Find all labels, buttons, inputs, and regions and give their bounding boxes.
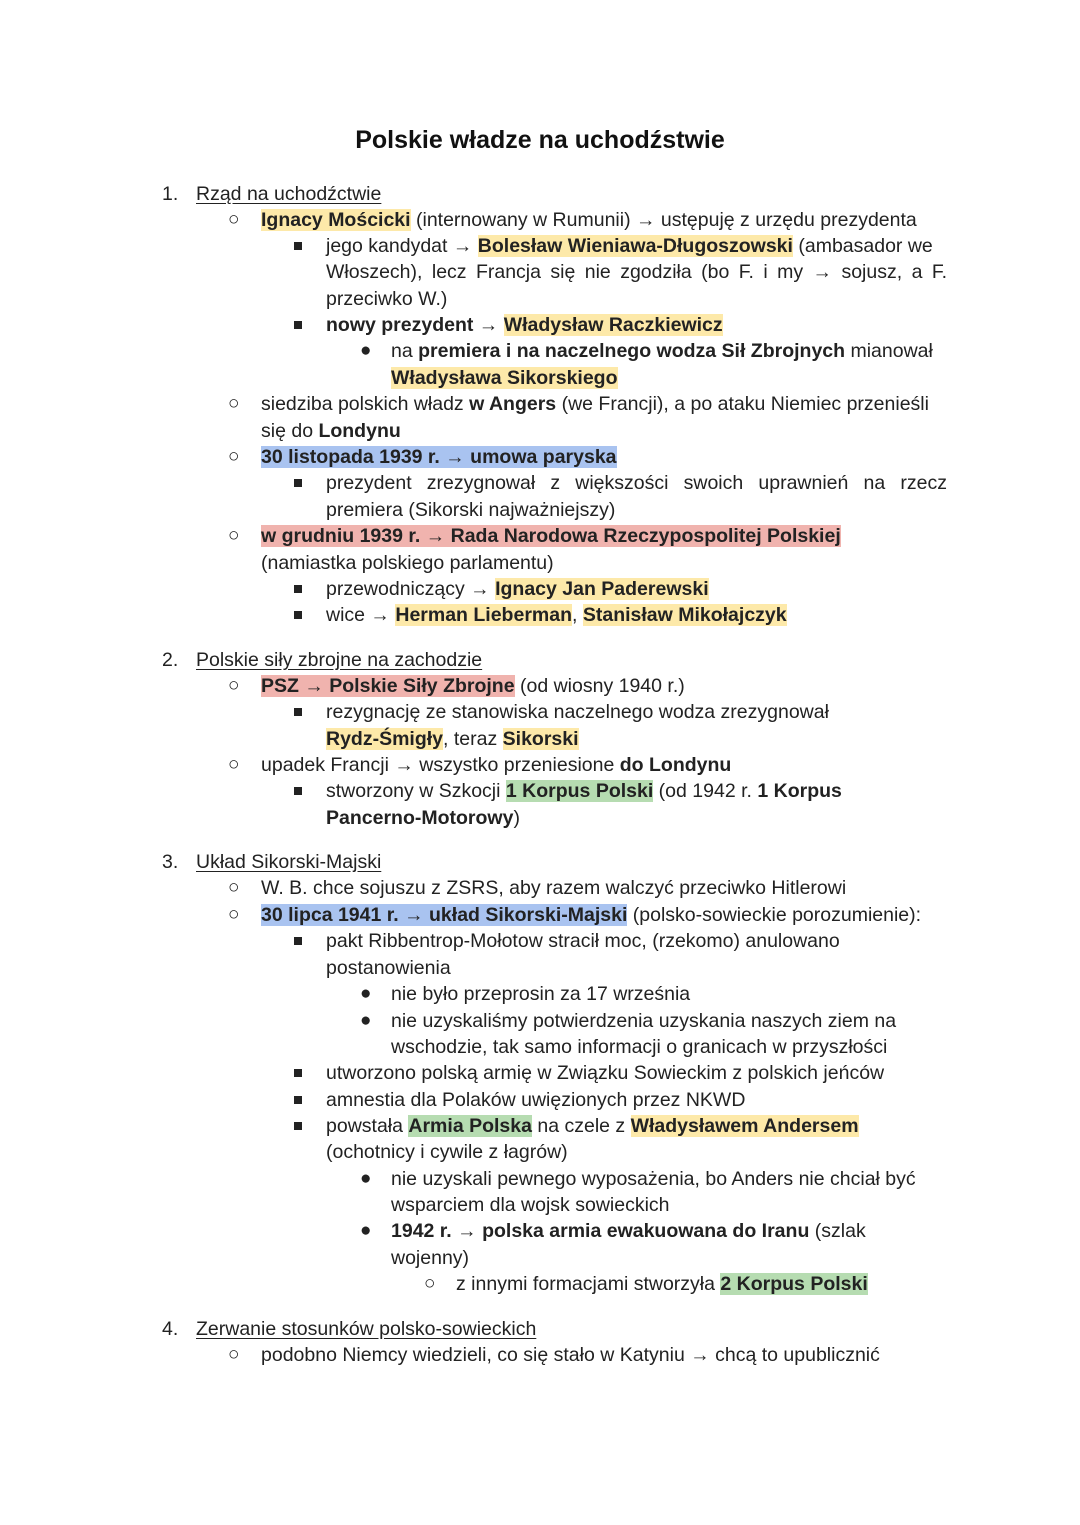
- section-heading-4: Zerwanie stosunków polsko-sowieckich: [196, 1318, 537, 1340]
- list-item: na premiera i na naczelnego wodza Sił Zbrojnych mianował: [391, 340, 933, 362]
- square-bullet: [294, 1069, 302, 1077]
- text-line: wschodzie, tak samo informacji o granicach w przyszłości: [391, 1036, 888, 1058]
- list-item: stworzony w Szkocji 1 Korpus Polski (od 1942 r. 1 Korpus: [326, 780, 842, 802]
- highlight-moscicki: Ignacy Mościcki: [261, 209, 411, 231]
- list-item: przewodniczący → Ignacy Jan Paderewski: [326, 578, 709, 600]
- list-item: nowy prezydent → Władysław Raczkiewicz: [326, 314, 723, 336]
- list-item: Ignacy Mościcki (internowany w Rumunii) → ustępuję z urzędu prezydenta: [261, 209, 917, 231]
- circle-bullet: ○: [424, 1273, 436, 1294]
- page-title: Polskie władze na uchodźstwie: [355, 126, 725, 154]
- circle-bullet: ○: [228, 904, 240, 925]
- section-number: 2.: [162, 649, 179, 671]
- highlight-rydz: Rydz-Śmigły: [326, 728, 444, 750]
- highlight-anders: Władysławem Andersem: [630, 1115, 859, 1137]
- square-bullet: [294, 321, 302, 329]
- highlight-uklad: 30 lipca 1941 r. → układ Sikorski-Majski: [261, 904, 628, 926]
- text-line: wsparciem dla wojsk sowieckich: [391, 1194, 670, 1216]
- text-line: Włoszech), lecz Francja się nie zgodziła (bo F. i my → sojusz, a F.: [326, 261, 947, 283]
- highlight-korpus-2: 2 Korpus Polski: [720, 1273, 868, 1295]
- list-item: pakt Ribbentrop-Mołotow stracił moc, (rzekomo) anulowano: [326, 930, 840, 952]
- list-item: nie było przeprosin za 17 września: [391, 983, 691, 1005]
- square-bullet: [294, 937, 302, 945]
- text-line: przeciwko W.): [326, 288, 448, 310]
- list-item: z innymi formacjami stworzyła 2 Korpus Polski: [456, 1273, 868, 1295]
- list-item: W. B. chce sojuszu z ZSRS, aby razem walczyć przeciwko Hitlerowi: [261, 877, 847, 899]
- square-bullet: [294, 708, 302, 716]
- text-line: [391, 365, 618, 391]
- square-bullet: [294, 479, 302, 487]
- list-item: nie uzyskaliśmy potwierdzenia uzyskania naszych ziem na: [391, 1010, 897, 1032]
- text-line: Pancerno-Motorowy): [326, 807, 520, 829]
- square-bullet: [294, 787, 302, 795]
- list-item: PSZ → Polskie Siły Zbrojne (od wiosny 1940 r.): [261, 675, 685, 697]
- list-item: wice → Herman Lieberman, Stanisław Mikołajczyk: [326, 604, 787, 626]
- highlight-korpus-1: 1 Korpus Polski: [505, 780, 654, 802]
- list-item: 30 lipca 1941 r. → układ Sikorski-Majski (polsko-sowieckie porozumienie):: [261, 904, 922, 926]
- dot-bullet: ●: [360, 1010, 372, 1031]
- highlight-mikolajczyk: Stanisław Mikołajczyk: [582, 604, 787, 626]
- text-line: Rydz-Śmigły, teraz Sikorski: [326, 728, 579, 750]
- circle-bullet: ○: [228, 393, 240, 414]
- circle-bullet: ○: [228, 877, 240, 898]
- section-number: 4.: [162, 1318, 179, 1340]
- section-heading-3: Układ Sikorski-Majski: [196, 851, 382, 873]
- text-line: premiera (Sikorski najważniejszy): [326, 499, 616, 521]
- text-line: postanowienia: [326, 957, 451, 979]
- list-item: siedziba polskich władz w Angers (we Francji), a po ataku Niemiec przenieśli: [261, 393, 929, 415]
- highlight-wieniawa: Bolesław Wieniawa-Długoszowski: [477, 235, 793, 257]
- text-line: (namiastka polskiego parlamentu): [261, 552, 554, 574]
- dot-bullet: ●: [360, 340, 372, 361]
- square-bullet: [294, 242, 302, 250]
- circle-bullet: ○: [228, 1344, 240, 1365]
- dot-bullet: ●: [360, 983, 372, 1004]
- section-heading-1: Rząd na uchodźctwie: [196, 183, 382, 205]
- highlight-armia-polska: Armia Polska: [408, 1115, 532, 1137]
- square-bullet: [294, 585, 302, 593]
- circle-bullet: ○: [228, 675, 240, 696]
- list-item: upadek Francji → wszystko przeniesione do Londynu: [261, 754, 732, 776]
- list-item: 1942 r. → polska armia ewakuowana do Iranu (szlak: [391, 1220, 866, 1242]
- highlight-lieberman: Herman Lieberman: [395, 604, 573, 626]
- text-line: wojenny): [391, 1247, 470, 1269]
- highlight-raczkiewicz: Władysław Raczkiewicz: [503, 314, 723, 336]
- highlight-sikorski: Sikorski: [502, 728, 579, 750]
- text-line: się do Londynu: [261, 420, 401, 442]
- section-number: 3.: [162, 851, 179, 873]
- circle-bullet: ○: [228, 525, 240, 546]
- square-bullet: [294, 1096, 302, 1104]
- list-item: nie uzyskali pewnego wyposażenia, bo Anders nie chciał być: [391, 1168, 916, 1190]
- circle-bullet: ○: [228, 754, 240, 775]
- list-item: jego kandydat → Bolesław Wieniawa-Długoszowski (ambasador we: [326, 235, 933, 257]
- list-item: [261, 523, 841, 549]
- list-item: prezydent zrezygnował z większości swoich uprawnień na rzecz: [326, 472, 947, 494]
- list-item: [261, 444, 617, 470]
- highlight-rada-narodowa: w grudniu 1939 r. → Rada Narodowa Rzeczypospolitej Polskiej: [261, 525, 841, 547]
- section-heading-2: Polskie siły zbrojne na zachodzie: [196, 649, 483, 671]
- highlight-paderewski: Ignacy Jan Paderewski: [495, 578, 709, 600]
- list-item: rezygnację ze stanowiska naczelnego wodza zrezygnował: [326, 701, 829, 723]
- highlight-psz: PSZ → Polskie Siły Zbrojne: [261, 675, 515, 697]
- square-bullet: [294, 1122, 302, 1130]
- circle-bullet: ○: [228, 209, 240, 230]
- highlight-umowa-paryska: 30 listopada 1939 r. → umowa paryska: [261, 446, 617, 468]
- list-item: podobno Niemcy wiedzieli, co się stało w Katyniu → chcą to upublicznić: [261, 1344, 880, 1366]
- dot-bullet: ●: [360, 1220, 372, 1241]
- highlight-sikorskiego: Władysława Sikorskiego: [391, 367, 618, 389]
- list-item: powstała Armia Polska na czele z Władysławem Andersem: [326, 1115, 859, 1137]
- section-number: 1.: [162, 183, 179, 205]
- square-bullet: [294, 611, 302, 619]
- text-line: (ochotnicy i cywile z łagrów): [326, 1141, 568, 1163]
- circle-bullet: ○: [228, 446, 240, 467]
- dot-bullet: ●: [360, 1168, 372, 1189]
- list-item: amnestia dla Polaków uwięzionych przez NKWD: [326, 1089, 746, 1111]
- list-item: utworzono polską armię w Związku Sowieckim z polskich jeńców: [326, 1062, 885, 1084]
